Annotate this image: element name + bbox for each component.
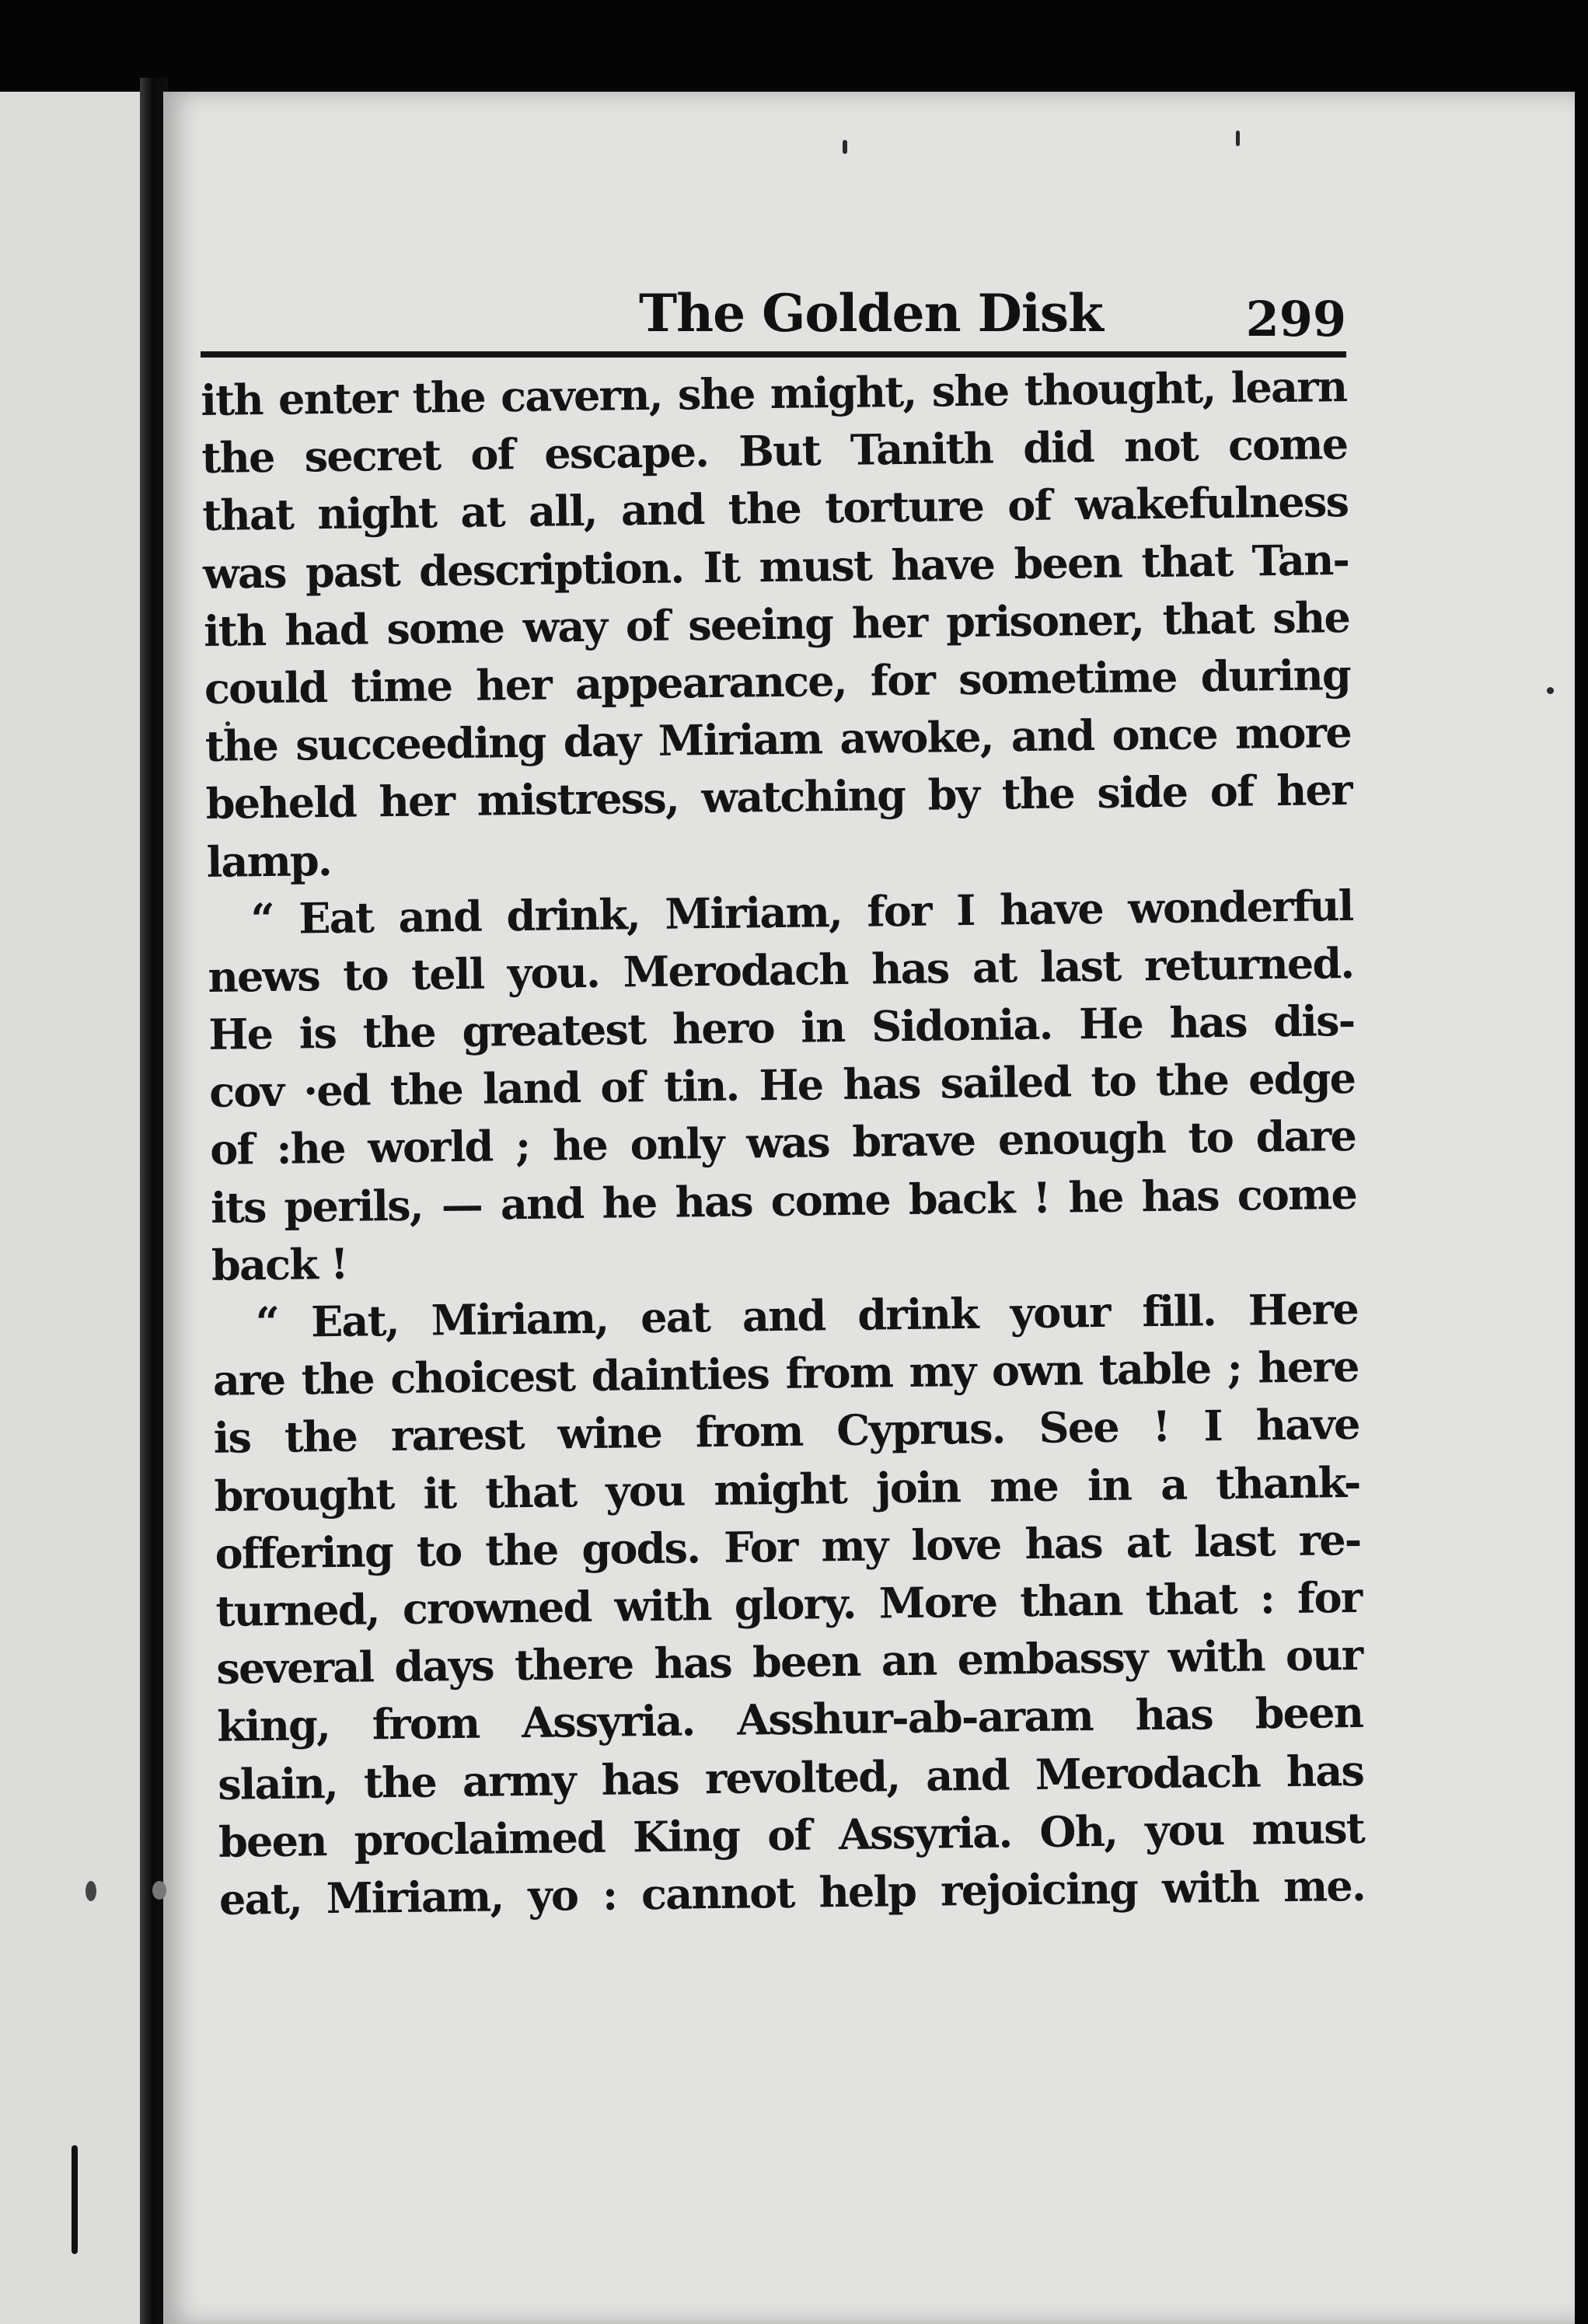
text-line: of :he world ; he only was brave enough to dare [209,1111,1356,1175]
text-line: news to tell you. Merodach has at last returned. [208,937,1354,1002]
body-text [201,358,1365,1928]
text-line: king, from Assyria. Asshur-ab-aram has been [216,1687,1363,1752]
text-line: turned, crowned with glory. More than that : for [215,1572,1362,1636]
text-line: its perils, — and he has come back ! he has come [210,1168,1357,1233]
text-line: eat, Miriam, yo : cannot help rejoicing with me. [218,1860,1366,1924]
page-header [201,196,1346,359]
text-line: back ! [211,1238,348,1290]
text-line: was past description. It must have been that Tan- [202,534,1349,598]
scan-speck [1236,131,1240,146]
running-title: The Golden Disk [639,283,1103,344]
scan-speck [152,1881,166,1900]
header-rule [201,351,1346,358]
text-line: brought it that you might join me in a thank- [214,1457,1360,1521]
scan-speck [1547,687,1554,694]
previous-page-edge [0,92,154,2324]
text-line: “ Eat, Miriam, eat and drink your fill. Here [255,1283,1359,1348]
scan-speck [843,140,847,154]
scan-speck [86,1881,96,1901]
text-line: “ Eat and drink, Miriam, for I have wonderful [250,880,1353,944]
text-line: slain, the army has revolted, and Merodach has [217,1745,1364,1809]
text-line: could time her appearance, for sometime during [204,649,1351,714]
page-number: 299 [1245,291,1346,347]
text-line: ith had some way of seeing her prisoner, that she [203,591,1350,656]
text-line: that night at all, and the torture of wakefulness [201,476,1349,541]
text-line: lamp. [206,835,332,887]
text-line: the succeeding day Miriam awoke, and once more [204,707,1352,772]
text-line: ith enter the cavern, she might, she thought, learn [201,361,1347,425]
text-line: cov ·ed the land of tin. He has sailed to the edge [208,1053,1356,1118]
text-line: are the choicest dainties from my own table ; here [212,1342,1359,1406]
text-line: is the rarest wine from Cyprus. See ! I have [213,1399,1359,1464]
text-line: beheld her mistress, watching by the side of her [205,765,1352,829]
text-line: several days there has been an embassy with our [216,1629,1363,1694]
binding-mark [72,2145,78,2254]
text-line: been proclaimed King of Assyria. Oh, you must [218,1802,1365,1867]
text-line: the secret of escape. But Tanith did not come [201,419,1348,483]
text-line: offering to the gods. For my love has at last re- [215,1514,1361,1579]
text-line: He is the greatest hero in Sidonia. He has dis- [208,995,1355,1059]
